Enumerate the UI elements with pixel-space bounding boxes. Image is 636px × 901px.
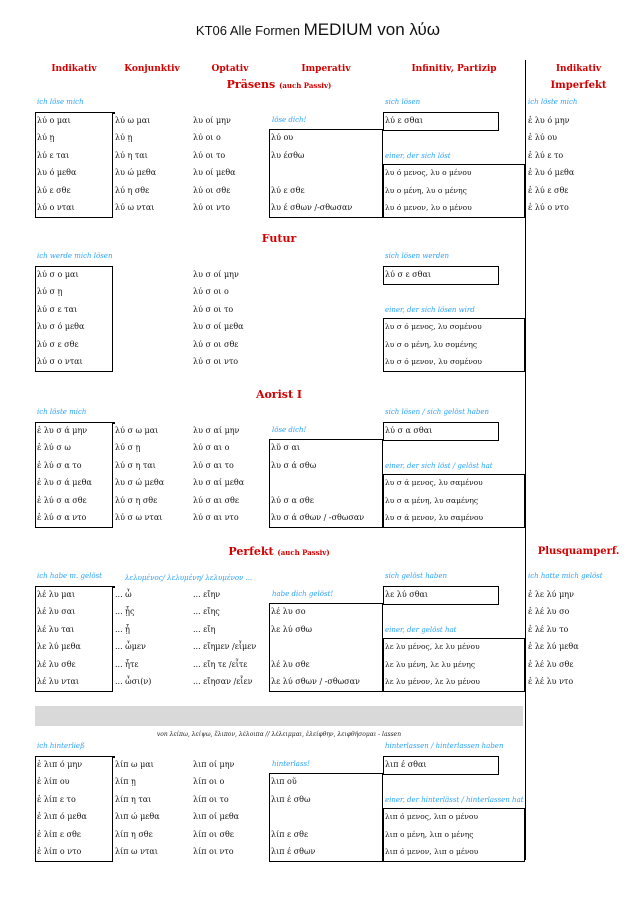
aorist1-note-inf: sich lösen / sich gelöst haben [385, 408, 489, 416]
aorist1-note-imp: löse dich! [272, 426, 307, 434]
perfekt-ind-cell: λέ λυ σαι [37, 607, 76, 617]
aorist2-inf-cell: λιπ έ σθαι [385, 760, 427, 769]
aorist1-imp-cell: λυ σ ά σθων / -σθωσαν [271, 513, 365, 522]
futur-opt-cell: λύ σ οι ντο [193, 357, 239, 366]
futur-ind-cell: λύ σ ε σθε [37, 339, 79, 349]
praesens-imp-cell: λύ ου [271, 133, 294, 143]
praesens-note-inf: sich lösen [385, 98, 421, 106]
perfekt-konj-cell: ... ἦτε [115, 659, 139, 669]
futur-opt-cell: λύ σ οι το [193, 304, 234, 314]
perfekt-note-inf: sich gelöst haben [385, 572, 448, 580]
praesens-imp-cell: λυ έ σθων /-σθωσαν [271, 203, 353, 212]
perfekt-part-cell: λε λυ μένη, λε λυ μένης [385, 659, 476, 669]
futur-ind-cell: λύ σ ο μαι [37, 270, 79, 279]
perfekt-part-cell: λε λυ μένον, λε λυ μένου [385, 677, 480, 686]
aorist1-konj-cell: λύ σ η σθε [115, 495, 158, 505]
aorist2-konj-cell: λιπ ώ μεθα [115, 812, 160, 822]
aorist1-ind-cell: ἐ λύ σ α το [37, 460, 82, 470]
perfekt-note-ind: ich habe m. gelöst [37, 572, 102, 580]
aorist2-imp-cell: λιπ έ σθων [271, 847, 316, 856]
aorist2-ind-cell: ἐ λίπ ο ντο [37, 847, 82, 856]
aorist1-ind-cell: ἐ λύ σ ω [37, 443, 71, 453]
aorist1-inf-cell: λύ σ α σθαι [385, 426, 433, 435]
praesens-ind-cell: λυ ό μεθα [37, 168, 77, 178]
futur-ind-cell: λύ σ ε ται [37, 304, 78, 314]
perfekt-imp-cell: λέ λυ σθε [271, 659, 310, 669]
praesens-ind-cell: λύ ο νται [37, 203, 75, 212]
aorist2-note-imp: hinterlass! [272, 760, 310, 768]
praesens-konj-cell: λύ ω μαι [115, 116, 151, 125]
aorist1-konj-cell: λύ σ ῃ [115, 443, 141, 453]
aorist1-opt-cell: λυ σ αί μην [193, 426, 240, 435]
aorist1-konj-cell: λυ σ ώ μεθα [115, 478, 165, 488]
aorist1-ind-cell: ἐ λυ σ ά μεθα [37, 478, 92, 488]
aorist1-konj-cell: λύ σ ω νται [115, 513, 163, 522]
perfekt-opt-cell: ... εἴησαν /εἶεν [193, 677, 253, 686]
perfekt-konj-cell: ... ᾖς [115, 607, 135, 617]
praesens-ind-cell: λύ ε σθε [37, 185, 71, 195]
aorist1-imp-cell: λῦ σ αι [271, 443, 301, 453]
praesens-ind-cell: λύ ε ται [37, 150, 70, 160]
perfekt-plq-cell: ἐ λέ λυ σθε [528, 659, 574, 669]
perfekt-note-imp: habe dich gelöst! [272, 590, 334, 598]
aorist2-opt-cell: λίπ οι ο [193, 777, 225, 787]
section-title: Perfekt [228, 545, 274, 558]
aorist1-opt-cell: λύ σ αι σθε [193, 495, 239, 505]
futur-opt-cell: λύ σ οι σθε [193, 339, 239, 349]
praesens-impf-cell: ἐ λύ ε το [528, 150, 564, 160]
aorist1-opt-cell: λύ σ αι ντο [193, 513, 239, 522]
futur-title [35, 232, 523, 245]
perfekt-konj-cell: ... ὦσι(ν) [115, 677, 152, 686]
aorist2-ind-cell: ἐ λίπ ου [37, 777, 70, 787]
header-imperfekt: Imperfekt [550, 80, 607, 91]
praesens-konj-cell: λύ ῃ [115, 133, 133, 143]
praesens-konj-cell: λύ η ται [115, 150, 148, 160]
futur-ind-cell: λύ σ ο νται [37, 357, 83, 366]
aorist2-banner [35, 706, 523, 726]
perfekt-opt-cell: ... εἴης [193, 607, 220, 617]
aorist2-ind-cell: ἐ λιπ ό μεθα [37, 812, 87, 822]
aorist1-part-cell: λυ σ ά μενος, λυ σαμένου [385, 478, 483, 488]
praesens-opt-cell: λύ οι ντο [193, 203, 231, 212]
praesens-opt-cell: λυ οί μην [193, 116, 231, 125]
header-konjunktiv: Konjunktiv [124, 64, 180, 74]
futur-ind-cell: λυ σ ό μεθα [37, 322, 85, 332]
futur-part-cell: λυ σ ό μενον, λυ σομένου [385, 357, 482, 366]
praesens-ind-cell: λύ ο μαι [37, 116, 71, 125]
aorist1-konj-cell: λύ σ ω μαι [115, 426, 159, 435]
header-infinitiv: Infinitiv, Partizip [411, 64, 497, 74]
perfekt-opt-cell: ... εἴη τε /εἶτε [193, 659, 248, 669]
perfekt-konj-cell: ... ὦ [115, 590, 132, 599]
title-main: MEDIUM von λύω [303, 20, 441, 39]
aorist2-note-ind: ich hinterließ [37, 742, 85, 750]
perfekt-ind-cell: λε λύ μεθα [37, 642, 81, 652]
aorist1-ind-cell: ἐ λύ σ α ντο [37, 513, 87, 522]
aorist2-konj-cell: λίπ η σθε [115, 829, 153, 839]
aorist2-imp-cell: λίπ ε σθε [271, 829, 309, 839]
aorist2-opt-cell: λιπ οί μεθα [193, 812, 240, 822]
aorist2-konj-cell: λίπ ω νται [115, 847, 158, 856]
aorist2-note-part: einer, der hinterlässt / hinterlassen hat [385, 795, 524, 804]
praesens-konj-cell: λύ η σθε [115, 185, 150, 195]
aorist2-opt-cell: λιπ οί μην [193, 760, 235, 769]
section-title: Präsens [226, 78, 276, 91]
aorist2-ind-cell: ἐ λιπ ό μην [37, 760, 83, 769]
futur-ind-cell: λύ σ ῃ [37, 287, 63, 297]
praesens-note-impf: ich löste mich [528, 98, 578, 106]
perfekt-opt-cell: ... εἴην [193, 590, 221, 599]
aorist1-konj-cell: λύ σ η ται [115, 460, 156, 470]
aorist2-part-cell: λιπ ο μένη, λιπ ο μένης [385, 829, 474, 839]
perfekt-opt-cell: ... εἴημεν /εἶμεν [193, 642, 257, 652]
perfekt-ind-cell: λέ λυ ται [37, 624, 75, 634]
praesens-konj-cell: λύ ω νται [115, 203, 155, 212]
perfekt-title [35, 545, 523, 558]
aorist2-konj-cell: λίπ ῃ [115, 777, 136, 787]
futur-note-part: einer, der sich lösen wird [385, 305, 475, 314]
aorist1-opt-cell: λύ σ αι ο [193, 443, 230, 453]
aorist2-imp-cell: λιπ οῦ [271, 777, 297, 787]
perfekt-plq-cell: ἐ λέ λυ το [528, 624, 569, 634]
praesens-opt-cell: λυ οί μεθα [193, 168, 236, 178]
praesens-impf-cell: ἐ λυ ό μην [528, 116, 570, 125]
perfekt-imp-cell: λέ λυ σο [271, 607, 306, 617]
aorist2-ind-cell: ἐ λίπ ε το [37, 794, 76, 804]
praesens-title [35, 78, 523, 91]
plusquamperfekt-label: Plusquamperf. [537, 546, 620, 557]
praesens-part-cell: λυ ο μένη, λυ ο μένης [385, 185, 467, 195]
aorist1-ind-cell: ἐ λύ σ α σθε [37, 495, 87, 505]
aorist1-part-cell: λυ σ α μένη, λυ σαμένης [385, 495, 479, 505]
praesens-part-cell: λυ ό μενον, λυ ο μένου [385, 203, 472, 212]
perfekt-note-part: einer, der gelöst hat [385, 625, 457, 634]
praesens-part-cell: λυ ό μενος, λυ ο μένου [385, 168, 472, 178]
praesens-konj-cell: λυ ώ μεθα [115, 168, 157, 178]
perfekt-plq-cell: ἐ λέ λυ σο [528, 607, 570, 617]
header-indikativ-imperfekt: Indikativ [555, 64, 602, 74]
divider-imperfekt [525, 60, 526, 860]
perfekt-konj-cell: ... ᾖ [115, 624, 130, 634]
praesens-ind-cell: λύ ῃ [37, 133, 55, 143]
aorist2-konj-cell: λίπ η ται [115, 794, 152, 804]
perfekt-note-konj: λελυμένος/ λελυμένη/ λελυμένον ... [125, 574, 253, 582]
header-indikativ: Indikativ [51, 64, 97, 74]
aorist1-opt-cell: λύ σ αι το [193, 460, 234, 470]
aorist2-opt-cell: λίπ οι σθε [193, 829, 234, 839]
header-imperativ: Imperativ [301, 64, 351, 74]
perfekt-ind-cell: λέ λυ σθε [37, 659, 76, 669]
praesens-note-part: einer, der sich löst [385, 151, 451, 160]
futur-part-cell: λυ σ ο μένη, λυ σομένης [385, 339, 478, 349]
section-title: Futur [261, 232, 297, 245]
futur-note-ind: ich werde mich lösen [37, 252, 113, 260]
praesens-imp-cell: λύ ε σθε [271, 185, 305, 195]
praesens-impf-cell: ἐ λυ ό μεθα [528, 168, 575, 178]
perfekt-plq-cell: ἐ λε λύ μεθα [528, 642, 579, 652]
futur-part-cell: λυ σ ό μενος, λυ σομένου [385, 322, 482, 332]
aorist2-opt-cell: λίπ οι το [193, 794, 229, 804]
perfekt-ind-cell: λέ λυ μαι [37, 590, 75, 599]
aorist1-imp-cell: λυ σ ά σθω [271, 460, 317, 470]
praesens-inf-cell: λύ ε σθαι [385, 116, 423, 125]
aorist2-part-cell: λιπ ό μενος, λιπ ο μένου [385, 812, 479, 822]
perfekt-note-plq: ich hatte mich gelöst [528, 572, 603, 580]
perfekt-konj-cell: ... ὦμεν [115, 642, 146, 652]
praesens-opt-cell: λύ οι ο [193, 133, 221, 143]
praesens-impf-cell: ἐ λύ ο ντο [528, 203, 569, 212]
perfekt-ind-cell: λέ λυ νται [37, 677, 80, 686]
aorist2-stems: von λείπω, λείψω, ἔλιπον, λέλοιπα // λέλειμμαι, ἐλείφθην, λειφθήσομαι - lassen [156, 731, 402, 738]
futur-note-inf: sich lösen werden [385, 252, 450, 260]
praesens-impf-cell: ἐ λύ ε σθε [528, 185, 569, 195]
futur-opt-cell: λύ σ οι ο [193, 287, 229, 297]
aorist2-ind-cell: ἐ λίπ ε σθε [37, 829, 81, 839]
aorist1-part-cell: λυ σ ά μενον, λυ σαμένου [385, 513, 484, 522]
aorist2-opt-cell: λίπ οι ντο [193, 847, 234, 856]
praesens-note-imp: löse dich! [272, 116, 307, 124]
header-optativ: Optativ [211, 64, 249, 74]
section-subtitle: (auch Passiv) [277, 548, 330, 557]
perfekt-plq-cell: ἐ λε λύ μην [528, 590, 574, 599]
page-title: KT06 Alle Formen MEDIUM von λύω [195, 20, 441, 39]
aorist2-imp-cell: λιπ έ σθω [271, 794, 311, 804]
aorist2-konj-cell: λίπ ω μαι [115, 760, 154, 769]
aorist1-title [35, 388, 523, 401]
aorist2-note-inf: hinterlassen / hinterlassen haben [385, 742, 504, 750]
futur-opt-cell: λυ σ οί μεθα [193, 322, 244, 332]
aorist1-note-part: einer, der sich löst / gelöst hat [385, 461, 493, 470]
aorist1-opt-cell: λυ σ αί μεθα [193, 478, 245, 488]
aorist1-imp-cell: λύ σ α σθε [271, 495, 314, 505]
futur-inf-cell: λύ σ ε σθαι [385, 270, 431, 279]
praesens-opt-cell: λύ οι το [193, 150, 226, 160]
perfekt-opt-cell: ... εἴη [193, 624, 216, 634]
perfekt-plq-cell: ἐ λέ λυ ντο [528, 677, 574, 686]
futur-opt-cell: λυ σ οί μην [193, 270, 239, 279]
perfekt-inf-cell: λε λύ σθαι [385, 590, 429, 599]
aorist2-part-cell: λιπ ό μενον, λιπ ο μένου [385, 847, 479, 856]
praesens-imp-cell: λυ έσθω [271, 150, 305, 160]
aorist1-note-ind: ich löste mich [37, 408, 87, 416]
praesens-note-ind: ich löse mich [37, 98, 84, 106]
perfekt-imp-cell: λε λύ σθω [271, 624, 313, 634]
section-title: Aorist I [255, 388, 303, 401]
praesens-opt-cell: λύ οι σθε [193, 185, 231, 195]
praesens-impf-cell: ἐ λύ ου [528, 133, 557, 143]
section-subtitle: (auch Passiv) [279, 81, 332, 90]
aorist1-ind-cell: ἐ λυ σ ά μην [37, 426, 88, 435]
perfekt-imp-cell: λε λύ σθων / -σθωσαν [271, 677, 360, 686]
perfekt-part-cell: λε λυ μένος, λε λυ μένου [385, 642, 480, 652]
